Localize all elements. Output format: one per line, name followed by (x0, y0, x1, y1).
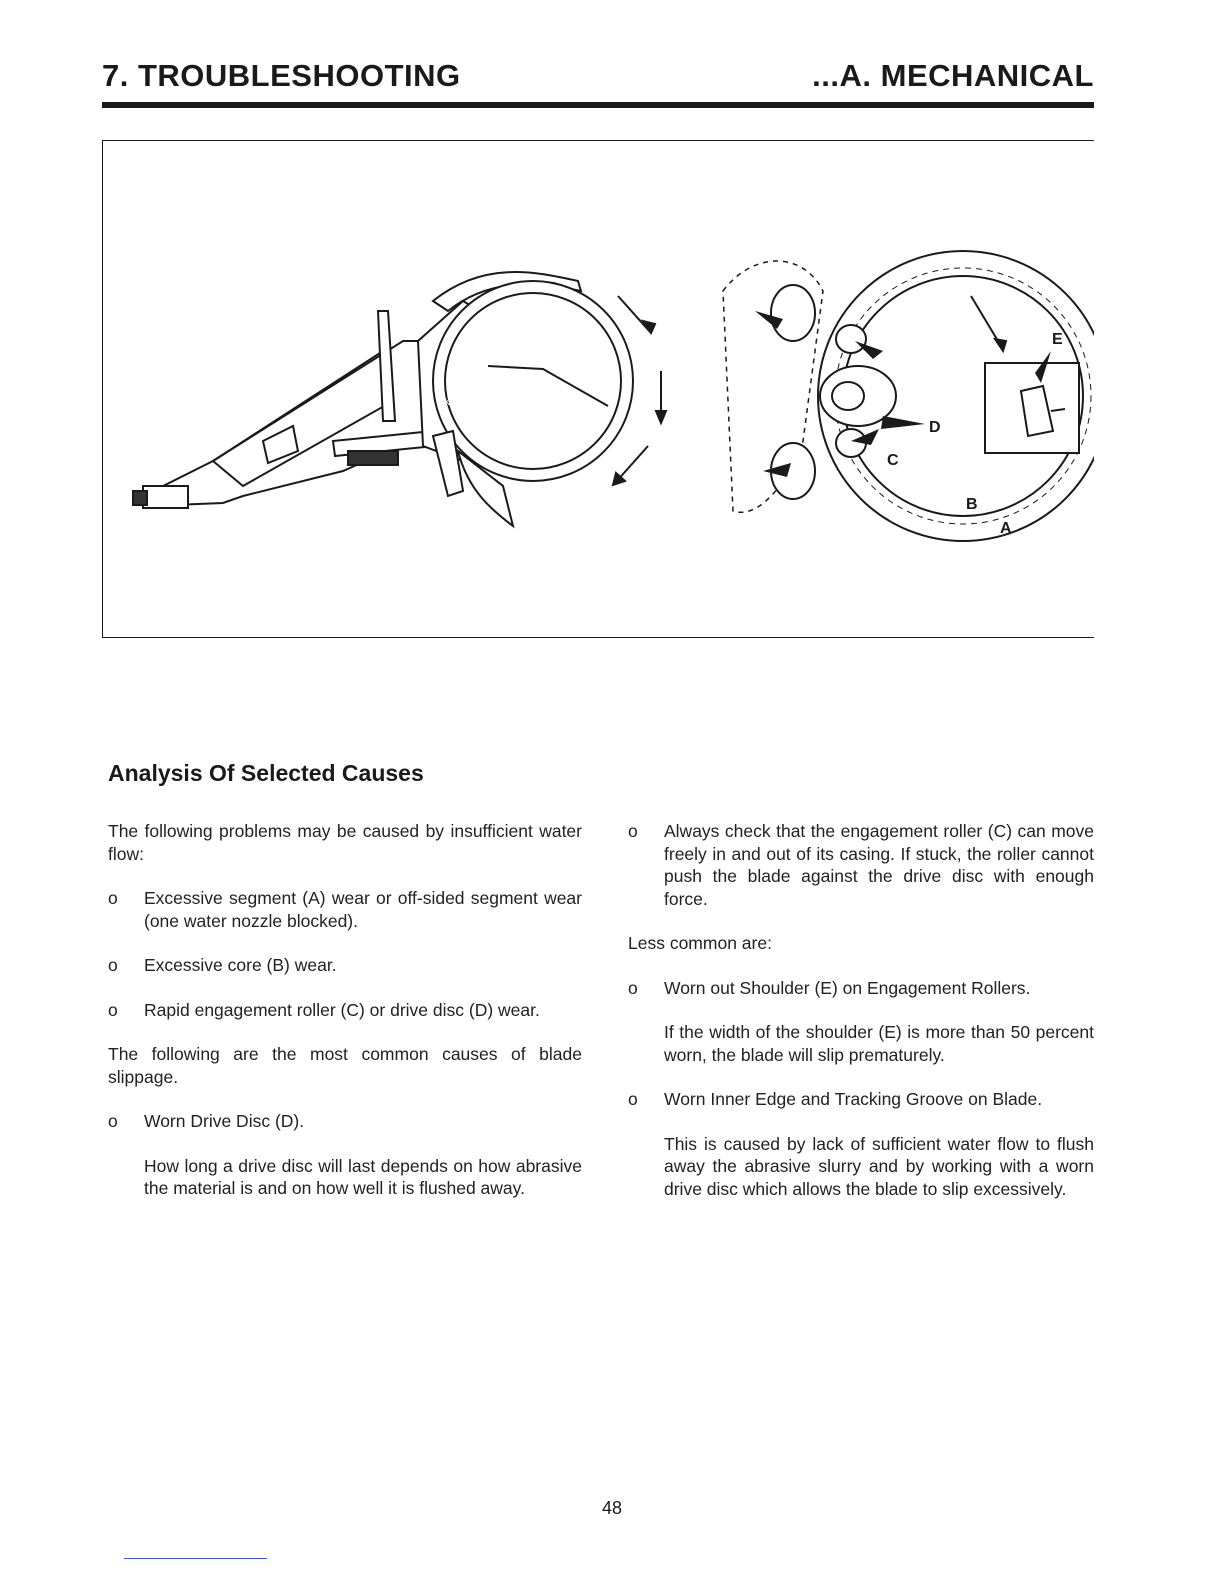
right-column (628, 820, 1094, 1222)
bullet-text: Always check that the engagement roller (C) can move freely in and out of its casing. If stuck, the roller cannot push the blade against the drive disc with enough force. (664, 821, 1094, 909)
bullet-marker: o (628, 1089, 638, 1109)
list-item (628, 977, 1094, 1000)
saw-illustration (103, 141, 1094, 639)
left-column (108, 820, 582, 1222)
slippage-intro: The following are the most common causes of blade slippage. (108, 1044, 582, 1087)
page-number: 48 (601, 1498, 623, 1518)
bullet-text: Rapid engagement roller (C) or drive disc (D) wear. (144, 999, 540, 1020)
list-item (108, 1110, 582, 1133)
list-item (108, 954, 582, 977)
groove-detail: This is caused by lack of sufficient water flow to flush away the abrasive slurry and by working with a worn drive disc which allows the blade to slip excessively. (664, 1133, 1094, 1199)
shoulder-detail: If the width of the shoulder (E) is more than 50 percent worn, the blade will slip prematurely. (664, 1022, 1094, 1065)
bullet-text: Excessive segment (A) wear or off-sided segment wear (one water nozzle blocked). (144, 888, 582, 931)
bullet-marker: o (108, 999, 118, 1020)
model-badge: K 3500 (444, 397, 473, 407)
label-d: D (929, 419, 941, 436)
bullet-marker: o (628, 821, 638, 841)
list-item (628, 1088, 1094, 1111)
badge-text-group (444, 397, 473, 407)
ring-saw-drawing (133, 272, 633, 526)
header-rule (102, 102, 1094, 108)
list-item (628, 820, 1094, 910)
less-common-label: Less common are: (628, 933, 772, 953)
label-c: C (887, 452, 899, 469)
label-b: B (966, 496, 978, 513)
detail-drawing (723, 251, 1094, 541)
footer-rule (124, 1558, 267, 1559)
bullet-text: Excessive core (B) wear. (144, 955, 337, 975)
slippage-detail: How long a drive disc will last depends on how abrasive the material is and on how well it is flushed away. (144, 1155, 582, 1198)
bullet-marker: o (108, 1111, 118, 1131)
water-flow-intro: The following problems may be caused by insufficient water flow: (108, 821, 582, 864)
page-header (102, 58, 1094, 98)
figure-panel (102, 140, 1094, 638)
section-title: Analysis Of Selected Causes (108, 760, 424, 786)
bullet-text: Worn out Shoulder (E) on Engagement Rollers. (664, 977, 1031, 998)
list-item (108, 999, 582, 1022)
bullet-marker: o (628, 977, 638, 998)
bullet-text: Worn Inner Edge and Tracking Groove on Blade. (664, 1089, 1043, 1109)
subsection-heading: ...A. MECHANICAL (812, 58, 1094, 93)
list-item (108, 887, 582, 932)
bullet-marker: o (108, 888, 118, 908)
bullet-marker: o (108, 955, 118, 975)
label-a: A (1000, 520, 1012, 537)
section-heading: 7. TROUBLESHOOTING (102, 58, 461, 93)
label-e: E (1052, 331, 1063, 348)
bullet-text: Worn Drive Disc (D). (144, 1111, 305, 1131)
